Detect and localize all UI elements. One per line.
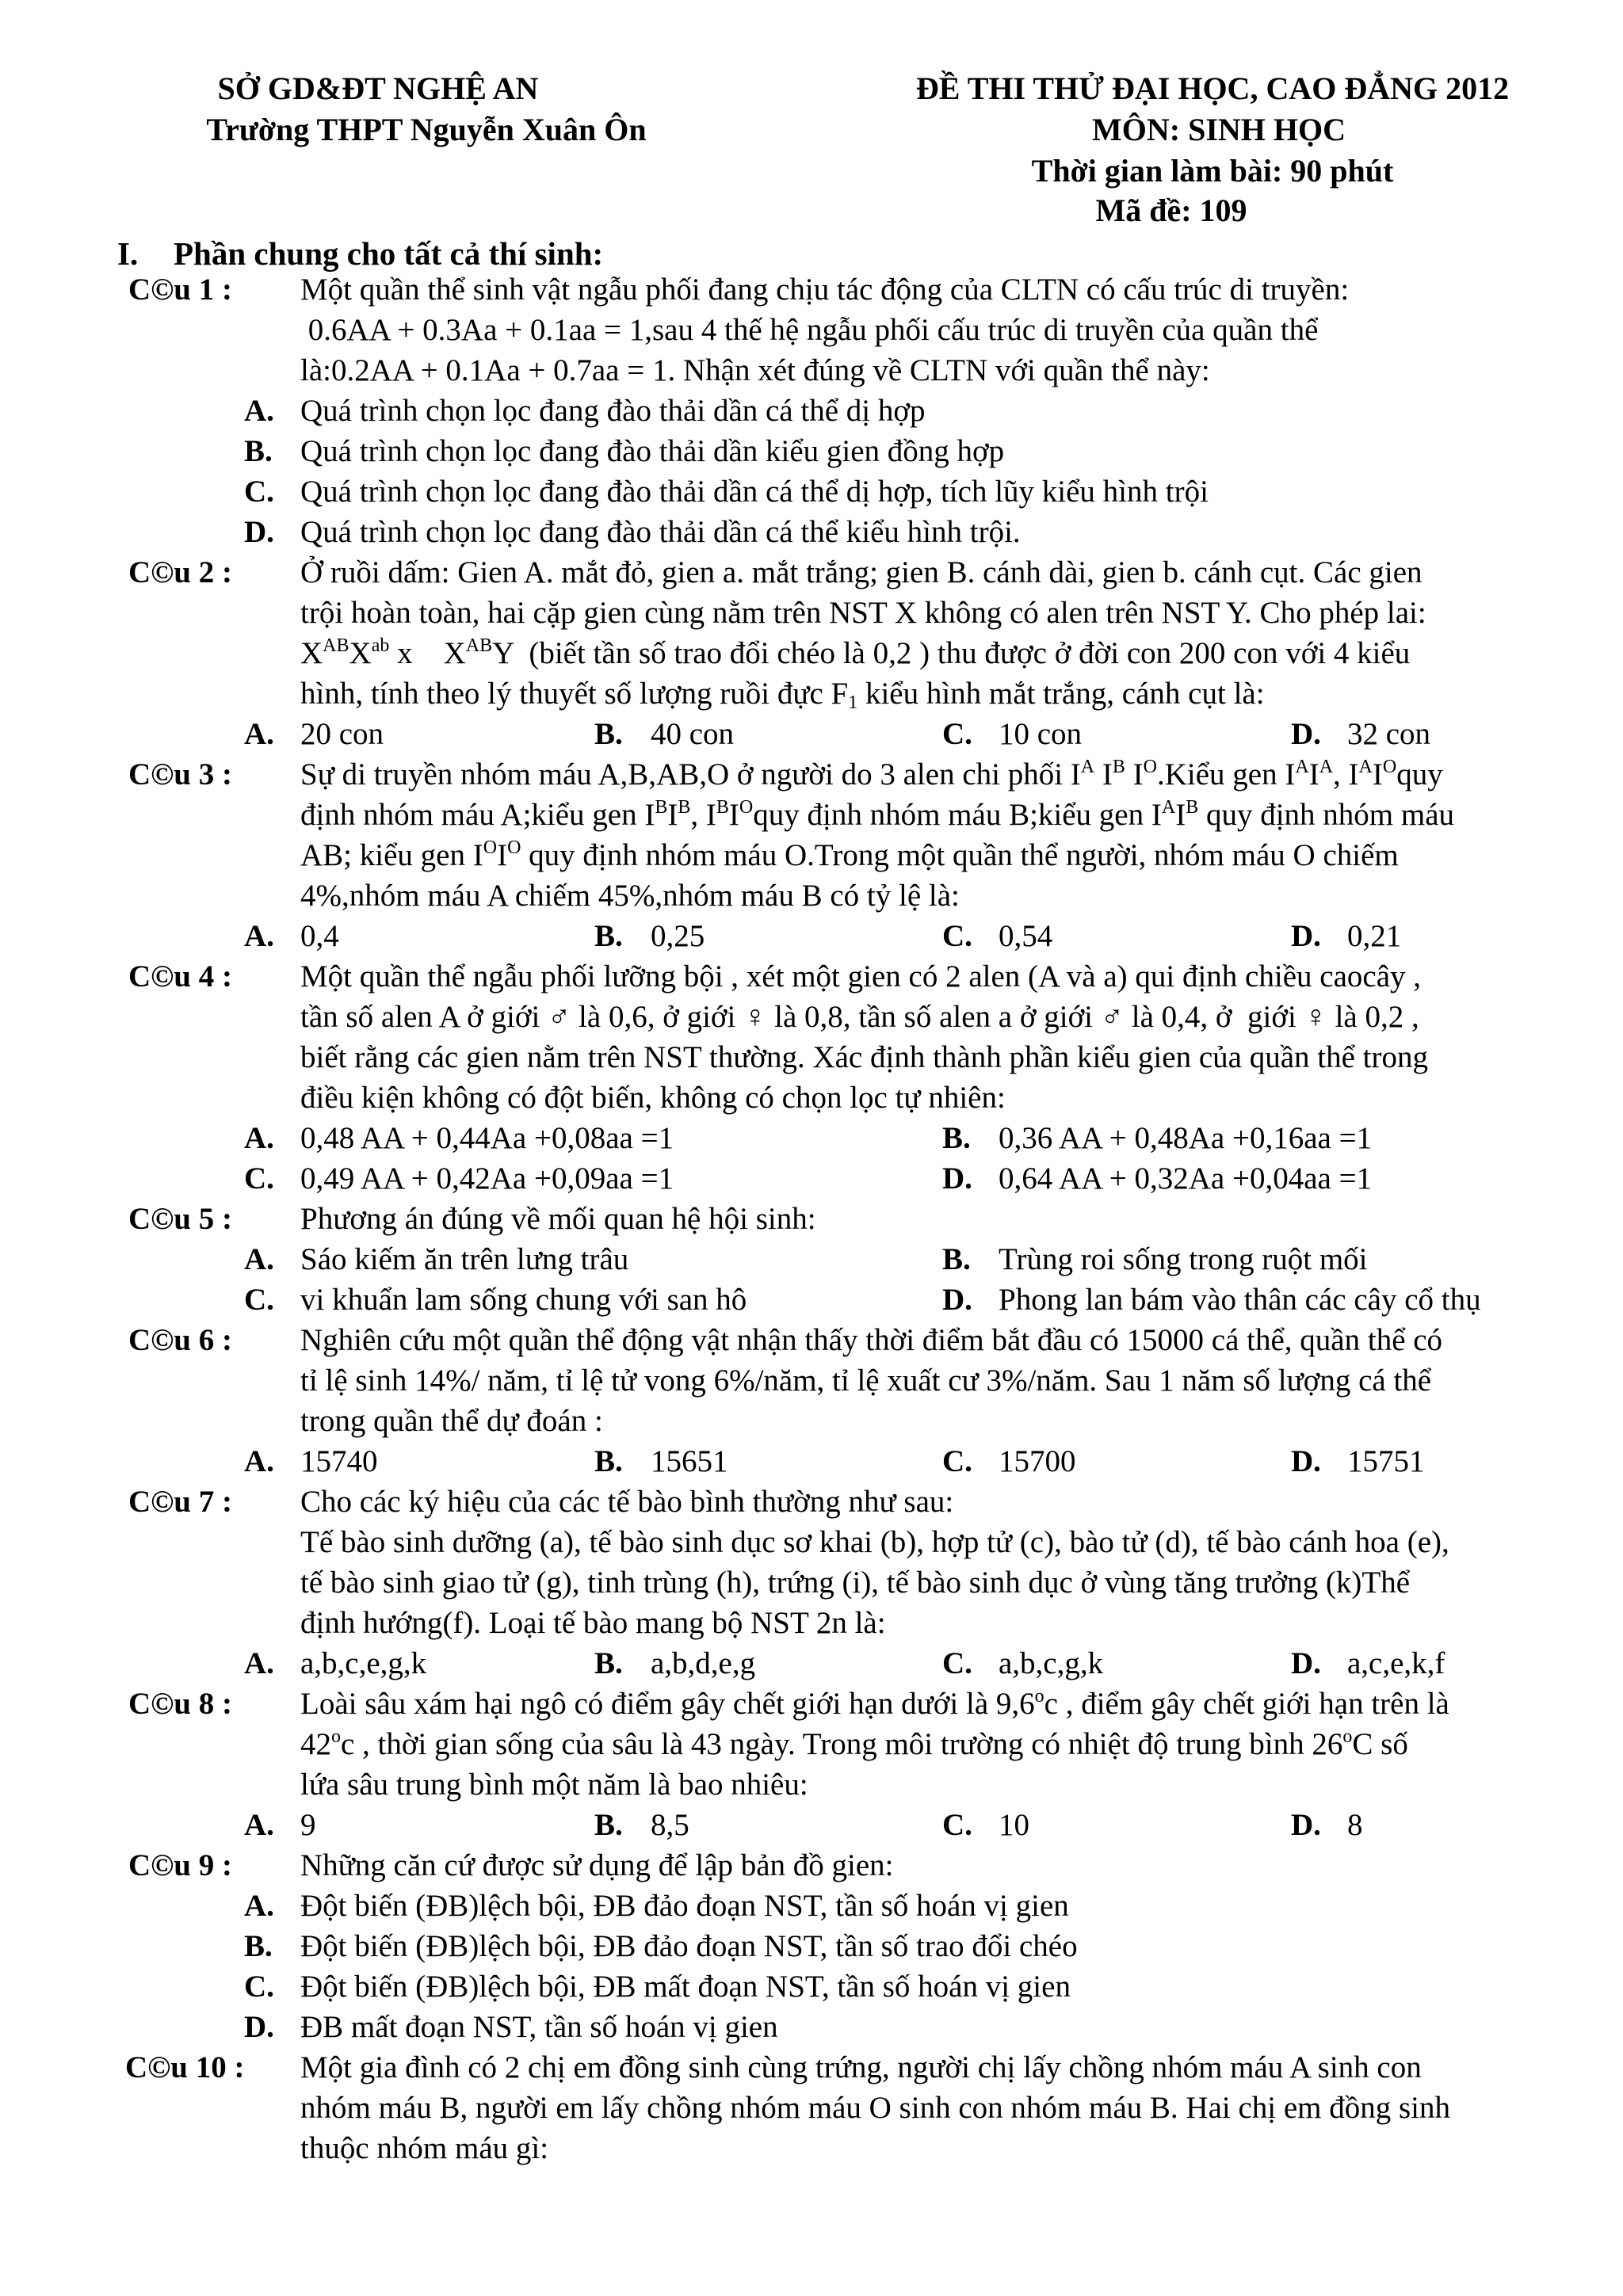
answer-option-a[interactable]: A. 9 bbox=[244, 1808, 316, 1842]
question-text: 4%,nhóm máu A chiếm 45%,nhóm máu B có tỷ lệ là: bbox=[300, 879, 960, 913]
question-text: điều kiện không có đột biến, không có chọn lọc tự nhiên: bbox=[300, 1081, 1006, 1115]
question-text-cross: $X^{AB}X^{ab}$ x $X^{AB}Y$ (biết tần số trao đổi chéo là 0,2 ) thu được ở đời con 200 con với 4 kiểu bbox=[300, 635, 1411, 670]
question-text: định nhóm máu A;kiểu gen $I^BI^B$, $I^BI^Oquy$ định nhóm máu B;kiểu gen $I^AI^B$ quy định nhóm máu bbox=[300, 797, 1455, 832]
exam-code: Mã đề: 109 bbox=[1095, 193, 1247, 228]
question-text: hình, tính theo lý thuyết số lượng ruồi đực $F_1$ kiểu hình mắt trắng, cánh cụt là: bbox=[300, 677, 1265, 713]
question-label: C©u 7 : bbox=[128, 1485, 232, 1519]
question-text: 0.6AA + 0.3Aa + 0.1aa = 1,sau 4 thế hệ ngẫu phối cấu trúc di truyền của quần thể bbox=[300, 313, 1319, 347]
answer-option-d[interactable]: D. 8 bbox=[1291, 1808, 1363, 1842]
answer-option-d[interactable]: D. Quá trình chọn lọc đang đào thải dần cá thể kiểu hình trội. bbox=[244, 515, 1021, 549]
answer-option-d[interactable]: D. ĐB mất đoạn NST, tần số hoán vị gien bbox=[244, 2010, 778, 2044]
question-text: Phương án đúng về mối quan hệ hội sinh: bbox=[300, 1202, 816, 1236]
answer-option-d[interactable]: D. 0,64 AA + 0,32Aa +0,04aa =1 bbox=[942, 1161, 1373, 1196]
question-text: Một quần thể ngẫu phối lưỡng bội , xét một gien có 2 alen (A và a) qui định chiều caocây , bbox=[300, 959, 1421, 994]
answer-option-a[interactable]: A. Đột biến (ĐB)lệch bội, ĐB đảo đoạn NST, tần số hoán vị gien bbox=[244, 1889, 1069, 1923]
question-text: thuộc nhóm máu gì: bbox=[300, 2131, 549, 2165]
question-label: C©u 4 : bbox=[128, 959, 232, 994]
answer-option-d[interactable]: D. 32 con bbox=[1291, 717, 1431, 751]
question-text: Cho các ký hiệu của các tế bào bình thường như sau: bbox=[300, 1485, 954, 1519]
answer-option-d[interactable]: D. 0,21 bbox=[1291, 919, 1402, 953]
answer-option-d[interactable]: D. Phong lan bám vào thân các cây cổ thụ bbox=[942, 1283, 1481, 1317]
answer-option-a[interactable]: A. 0,4 bbox=[244, 919, 339, 953]
answer-option-c[interactable]: C. 10 bbox=[942, 1808, 1029, 1842]
answer-option-c[interactable]: C. Đột biến (ĐB)lệch bội, ĐB mất đoạn NST, tần số hoán vị gien bbox=[244, 1970, 1071, 2004]
question-text: trong quần thể dự đoán : bbox=[300, 1404, 603, 1438]
answer-option-c[interactable]: C. 15700 bbox=[942, 1444, 1076, 1478]
answer-option-c[interactable]: C. a,b,c,g,k bbox=[942, 1646, 1104, 1680]
question-text: tần số alen A ở giới ♂ là 0,6, ở giới ♀ là 0,8, tần số alen a ở giới ♂ là 0,4, ở giới ♀ là 0,2 , bbox=[300, 1000, 1419, 1034]
question-text: AB; kiểu gen $I^OI^O$ quy định nhóm máu O.Trong một quần thể người, nhóm máu O chiếm bbox=[300, 837, 1399, 872]
answer-option-b[interactable]: B. Trùng roi sống trong ruột mối bbox=[942, 1242, 1368, 1276]
exam-subject: MÔN: SINH HỌC bbox=[1092, 112, 1346, 147]
answer-option-b[interactable]: B. a,b,d,e,g bbox=[594, 1646, 756, 1680]
answer-option-a[interactable]: A. 15740 bbox=[244, 1444, 378, 1478]
answer-option-a[interactable]: A. Sáo kiếm ăn trên lưng trâu bbox=[244, 1242, 629, 1276]
answer-option-c[interactable]: C. 0,54 bbox=[942, 919, 1053, 953]
question-text: tỉ lệ sinh 14%/ năm, tỉ lệ tử vong 6%/năm, tỉ lệ xuất cư 3%/năm. Sau 1 năm số lượng cá thể bbox=[300, 1363, 1432, 1398]
question-text: Ở ruồi dấm: Gien A. mắt đỏ, gien a. mắt trắng; gien B. cánh dài, gien b. cánh cụt. Các gien bbox=[300, 555, 1423, 589]
question-text: Một gia đình có 2 chị em đồng sinh cùng trứng, người chị lấy chồng nhóm máu A sinh con bbox=[300, 2050, 1422, 2084]
school-department: SỞ GD&ĐT NGHỆ AN bbox=[217, 71, 539, 106]
question-text: Tế bào sinh dưỡng (a), tế bào sinh dục sơ khai (b), hợp tử (c), bào tử (d), tế bào cánh hoa (e), bbox=[300, 1525, 1449, 1559]
answer-option-c[interactable]: C. Quá trình chọn lọc đang đào thải dần cá thể dị hợp, tích lũy kiểu hình trội bbox=[244, 475, 1209, 509]
school-name: Trường THPT Nguyễn Xuân Ôn bbox=[206, 112, 647, 147]
answer-option-a[interactable]: A. a,b,c,e,g,k bbox=[244, 1646, 427, 1680]
section-title: Phần chung cho tất cả thí sinh: bbox=[174, 235, 604, 272]
question-text: trội hoàn toàn, hai cặp gien cùng nằm trên NST X không có alen trên NST Y. Cho phép lai: bbox=[300, 596, 1426, 630]
answer-option-b[interactable]: B. Đột biến (ĐB)lệch bội, ĐB đảo đoạn NST, tần số trao đổi chéo bbox=[244, 1929, 1078, 1963]
question-text: Những căn cứ được sử dụng để lập bản đồ gien: bbox=[300, 1848, 894, 1882]
question-label: C©u 9 : bbox=[128, 1848, 232, 1882]
question-label: C©u 2 : bbox=[128, 555, 232, 589]
question-text: định hướng(f). Loại tế bào mang bộ NST 2n là: bbox=[300, 1606, 886, 1640]
answer-option-c[interactable]: C. vi khuẩn lam sống chung với san hô bbox=[244, 1283, 747, 1317]
question-label: C©u 3 : bbox=[128, 757, 232, 791]
exam-duration: Thời gian làm bài: 90 phút bbox=[1031, 153, 1394, 189]
answer-option-b[interactable]: B. 0,36 AA + 0,48Aa +0,16aa =1 bbox=[942, 1121, 1373, 1155]
question-text: biết rằng các gien nằm trên NST thường. Xác định thành phần kiểu gien của quần thể trong bbox=[300, 1040, 1428, 1074]
answer-option-c[interactable]: C. 10 con bbox=[942, 717, 1083, 751]
question-text: nhóm máu B, người em lấy chồng nhóm máu O sinh con nhóm máu B. Hai chị em đồng sinh bbox=[300, 2091, 1451, 2125]
answer-option-b[interactable]: B. 40 con bbox=[594, 717, 735, 751]
answer-option-b[interactable]: B. 8,5 bbox=[594, 1808, 689, 1842]
question-text: là:0.2AA + 0.1Aa + 0.7aa = 1. Nhận xét đúng về CLTN với quần thể này: bbox=[300, 353, 1210, 387]
section-number: I. bbox=[117, 235, 139, 272]
question-text: Nghiên cứu một quần thể động vật nhận thấy thời điểm bắt đầu có 15000 cá thể, quần thể có bbox=[300, 1323, 1443, 1357]
question-label: C©u 5 : bbox=[128, 1202, 232, 1236]
question-text: Một quần thể sinh vật ngẫu phối đang chịu tác động của CLTN có cấu trúc di truyền: bbox=[300, 273, 1350, 307]
answer-option-d[interactable]: D. 15751 bbox=[1291, 1444, 1425, 1478]
answer-option-a[interactable]: A. 0,48 AA + 0,44Aa +0,08aa =1 bbox=[244, 1121, 674, 1155]
answer-option-b[interactable]: B. 0,25 bbox=[594, 919, 705, 953]
question-text: Sự di truyền nhóm máu A,B,AB,O ở người do 3 alen chi phối $I^A$ $I^B$ $I^O.Kiểu$ gen $I^AI^A$, $I^AI^Oquy$ bbox=[300, 757, 1443, 791]
question-label: C©u 1 : bbox=[128, 273, 232, 307]
question-text: tế bào sinh giao tử (g), tinh trùng (h), trứng (i), tế bào sinh dục ở vùng tăng trưởng (k)Thể bbox=[300, 1566, 1411, 1600]
answer-option-d[interactable]: D. a,c,e,k,f bbox=[1291, 1646, 1445, 1680]
question-text: 42$^o$c , thời gian sống của sâu là 43 ngày. Trong môi trường có nhiệt độ trung bình 26$^o$C số bbox=[300, 1726, 1408, 1761]
answer-option-c[interactable]: C. 0,49 AA + 0,42Aa +0,09aa =1 bbox=[244, 1161, 674, 1196]
question-text: Loài sâu xám hại ngô có điểm gây chết giới hạn dưới là 9,6$^o$c , điểm gây chết giới hạn trên là bbox=[300, 1686, 1449, 1721]
answer-option-a[interactable]: A. Quá trình chọn lọc đang đào thải dần cá thể dị hợp bbox=[244, 394, 926, 428]
exam-title: ĐỀ THI THỬ ĐẠI HỌC, CAO ĐẲNG 2012 bbox=[915, 71, 1510, 106]
answer-option-b[interactable]: B. Quá trình chọn lọc đang đào thải dần kiểu gien đồng hợp bbox=[244, 434, 1005, 468]
answer-option-a[interactable]: A. 20 con bbox=[244, 717, 384, 751]
question-label: C©u 8 : bbox=[128, 1687, 232, 1721]
question-label: C©u 10 : bbox=[125, 2050, 245, 2084]
answer-option-b[interactable]: B. 15651 bbox=[594, 1444, 728, 1478]
question-label: C©u 6 : bbox=[128, 1323, 232, 1357]
question-text: lứa sâu trung bình một năm là bao nhiêu: bbox=[300, 1768, 808, 1802]
